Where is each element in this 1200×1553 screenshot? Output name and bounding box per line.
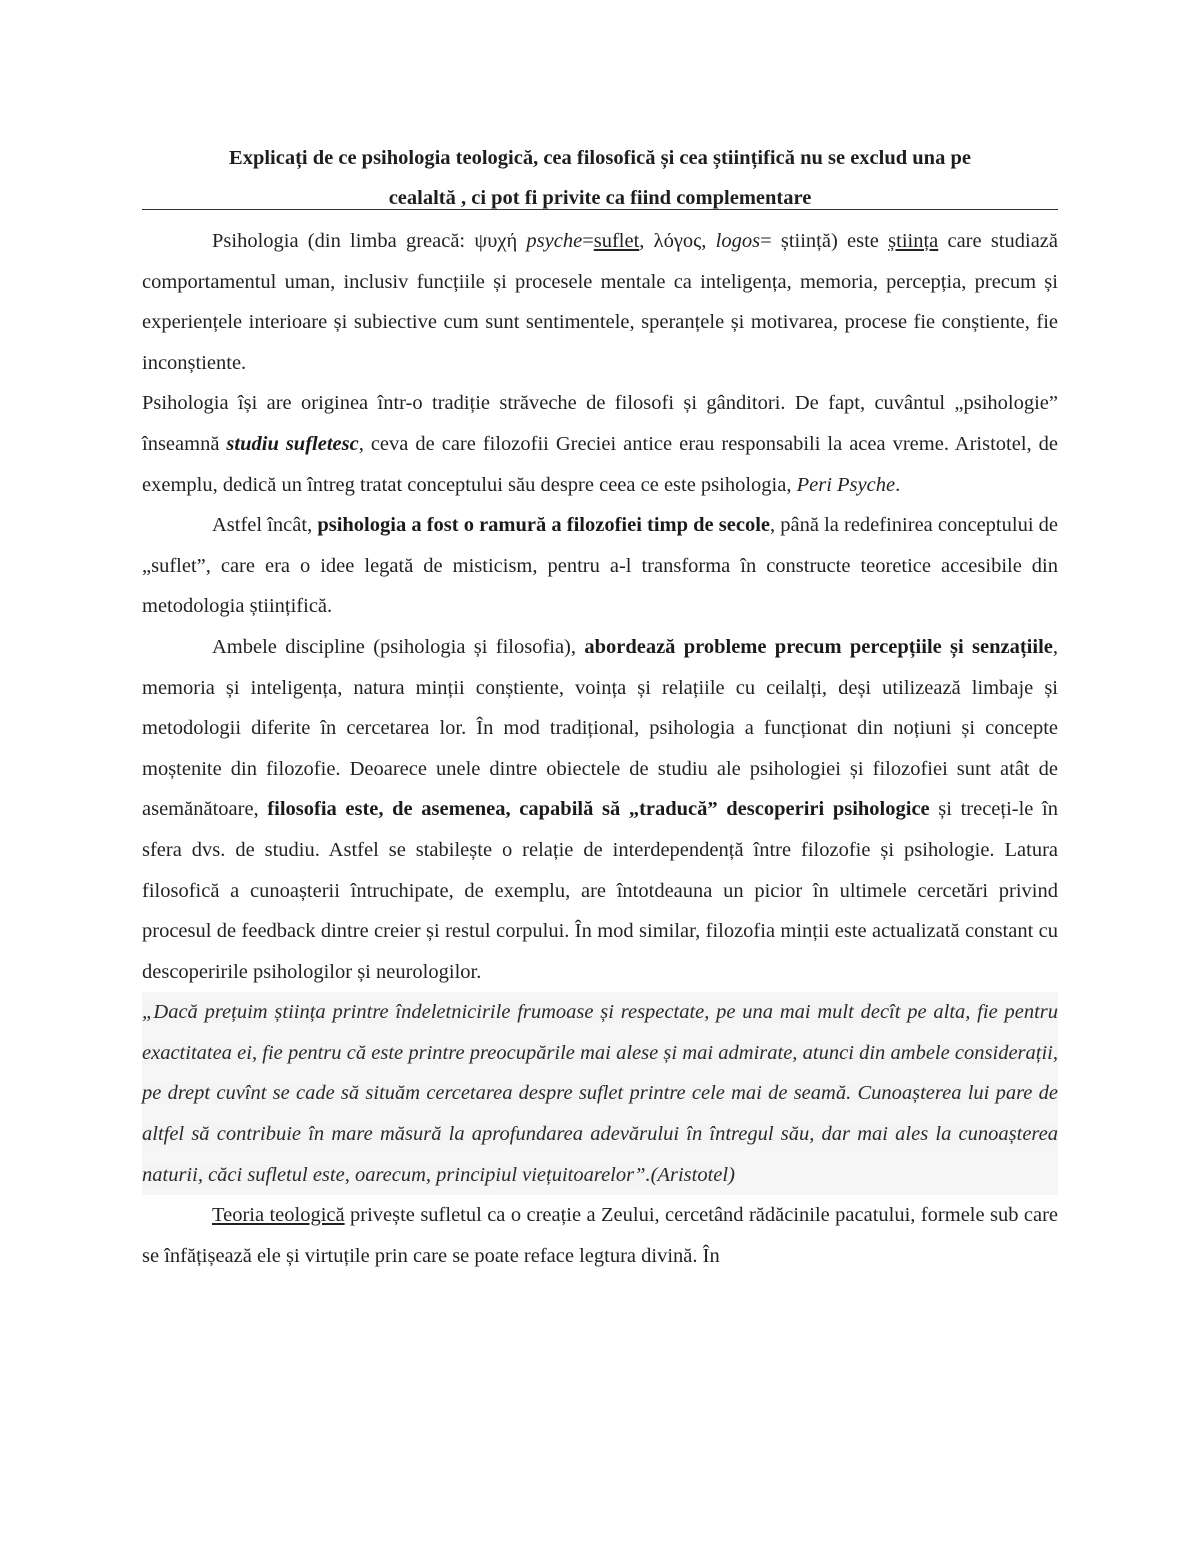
text-run: care studiază comportamentul uman, inclusiv funcțiile și procesele mentale ca inteligența, memoria, percepția, precum și experiențele interioare și subiective cum sunt sentimentele, speranțele și motivarea, procese fie conștiente, fie inconștiente.: [142, 230, 1058, 374]
term-logos: logos: [715, 230, 761, 252]
text-run: .: [895, 473, 901, 496]
paragraph-branch: [142, 505, 1058, 627]
document-title: [142, 138, 1058, 218]
text-run: , memoria și inteligența, natura minții conștiente, voința și relațiile cu ceilalți, deși utilizează limbaje și metodologii diferite în cercetarea lor. În mod tradițional, psihologia a funcționat din noțiuni și concepte moștenite din filozofie. Deoarece unele dintre obiectele de studiu ale psihologiei și filozofiei sunt atât de asemănătoare,: [142, 635, 1058, 821]
term-psyche: psyche: [526, 230, 583, 252]
term-studiu-sufletesc: studiu sufletesc: [226, 432, 359, 455]
text-run: , până la redefinirea conceptului de „suflet”, care era o idee legată de misticism, pentru a-l transforma în constructe teoretice accesibile din metodologia științifică.: [142, 514, 1058, 618]
bold-phrase: filosofia este, de asemenea, capabilă să „traducă” descoperiri psihologice: [267, 798, 930, 821]
text-run: privește sufletul ca o creație a Zeului, cercetând rădăcinile pacatului, formele sub care se înfățișează ele și virtuțile prin care se poate reface legtura divină. În: [142, 1204, 1058, 1267]
bold-phrase: abordează probleme precum percepțiile și senzațiile: [584, 635, 1053, 658]
paragraph-origin: [142, 383, 1058, 505]
document-body: [142, 221, 1058, 1276]
term-teoria-teologica: Teoria teologică: [212, 1204, 345, 1227]
aristotle-quote: [142, 992, 1058, 1195]
text-run: = știință) este: [760, 230, 889, 252]
title-peri-psyche: Peri Psyche: [796, 473, 896, 496]
text-run: , ceva de care filozofii Greciei antice erau responsabili la acea vreme. Aristotel, de exemplu, dedică un întreg tratat conceptului său despre ceea ce este psihologia,: [142, 432, 1059, 496]
text-run: Psihologia (din limba greacă:: [212, 230, 475, 252]
title-line-1: Explicați de ce psihologia teologică, cea filosofică și cea științifică nu se exclud una pe: [229, 147, 971, 169]
greek-word-logos: λόγος: [653, 230, 702, 252]
text-run: Psihologia își are originea într-o tradiție străveche de filosofi și gânditori. De fapt, cuvântul „psihologie” înseamnă: [142, 392, 1058, 455]
term-stiinta: știința: [888, 230, 939, 252]
title-underline-rule: [142, 209, 1058, 210]
text-run: ,: [701, 230, 716, 252]
term-suflet: suflet: [593, 230, 640, 252]
greek-word-psyche: ψυχή: [474, 230, 518, 252]
paragraph-theology: [142, 1195, 1058, 1276]
title-line-2: cealaltă , ci pot fi privite ca fiind complementare: [388, 187, 812, 209]
quote-text: „Dacă prețuim știința printre îndeletnicirile frumoase și respectate, pe una mai mult decît pe alta, fie pentru exactitatea ei, fie pentru că este printre preocupările mai alese și mai admirate, atunci din ambele considerații, pe drept cuvînt se cade să situăm cercetarea despre suflet printre cele mai de seamă. Cunoașterea lui pare de altfel să contribuie în mare măsură la aprofundarea adevărului în întregul său, dar mai ales la cunoașterea naturii, căci sufletul este, oarecum, principiul viețuitoarelor”.(Aristotel): [142, 1001, 1058, 1186]
text-run: Ambele discipline (psihologia și filosofia),: [212, 635, 585, 658]
text-run: ,: [639, 230, 654, 252]
text-run: și treceți-le în sfera dvs. de studiu. Astfel se stabilește o relație de interdependență între filozofie și psihologie. Latura filosofică a cunoașterii întruchipate, de exemplu, are întotdeauna un picior în ultimele cercetări privind procesul de feedback dintre creier și restul corpului. În mod similar, filozofia minții este actualizată constant cu descoperirile psihologilor și neurologilor.: [142, 798, 1058, 983]
text-run: =: [582, 230, 594, 252]
text-run: Astfel încât,: [212, 514, 318, 537]
paragraph-definition: [142, 221, 1058, 383]
bold-phrase: psihologia a fost o ramură a filozofiei timp de secole: [317, 514, 770, 537]
paragraph-disciplines: [142, 627, 1058, 992]
